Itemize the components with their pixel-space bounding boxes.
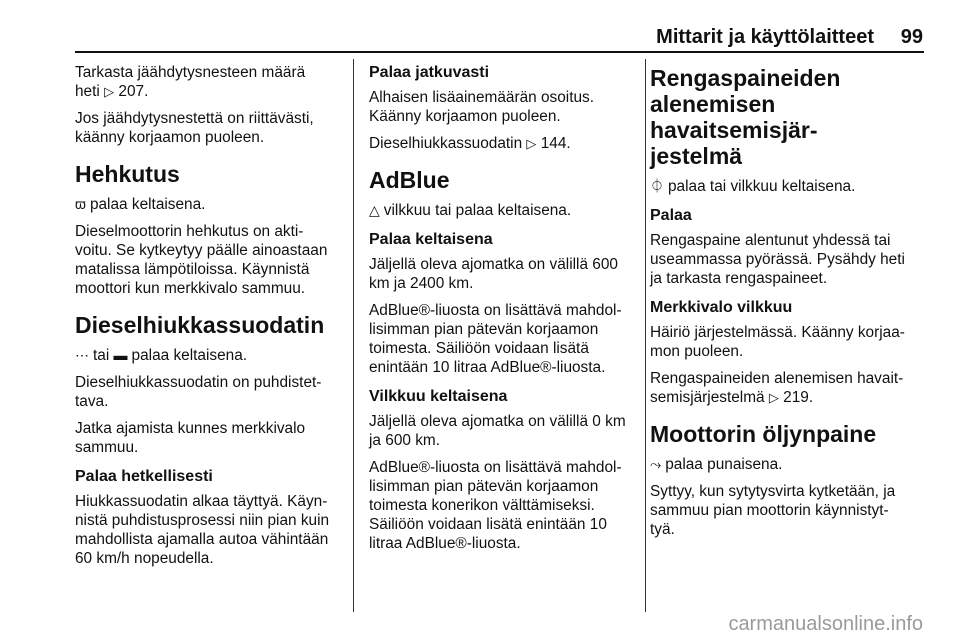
heading-adblue: AdBlue [369, 167, 450, 193]
heading-glow: Hehkutus [75, 161, 180, 187]
particle-filter-alt-icon: ▬ [113, 347, 128, 363]
page-ref-icon: ▷ [104, 84, 115, 99]
column-divider-2 [645, 59, 646, 612]
heading-blink-yellow: Vilkkuu keltaisena [369, 388, 508, 405]
glow-status: ϖ palaa keltaisena. [75, 196, 206, 213]
glow-text: Dieselmoottorin hehkutus on akti- voitu. Se kytkeytyy päälle ainoastaan matalissa lämpötiloissa. Käynnistä moottori kun merkkivalo sammuu. [75, 223, 328, 297]
temporary-text: Hiukkassuodatin alkaa täyttyä. Käyn- nistä puhdistusprosessi niin pian kuin mahdollista ajamalla autoa vähintään 60 km/h nopeudella. [75, 493, 330, 567]
oil-text: Syttyy, kun sytytysvirta kytketään, ja sammuu pian moottorin käynnistyt- tyä. [650, 483, 896, 538]
adblue-status: △ vilkkuu tai palaa keltaisena. [369, 202, 572, 219]
warning-blink-text: Häiriö järjestelmässä. Käänny korjaa- mon puoleen. [650, 324, 905, 360]
particle-filter-icon: ⋯ [75, 347, 89, 363]
oil-pressure-icon: ⤳ [650, 456, 662, 472]
page-ref-icon: ▷ [526, 136, 537, 151]
page-ref-icon: ▷ [768, 390, 779, 405]
heading-on: Palaa [650, 207, 692, 224]
column-1 [75, 63, 347, 576]
column-2 [369, 63, 637, 561]
adblue-icon: △ [369, 202, 380, 218]
oil-status: ⤳ palaa punaisena. [650, 456, 783, 473]
on-text: Rengaspaine alentunut yhdessä tai useammassa pyörässä. Pysähdy heti ja tarkasta rengaspaineet. [650, 232, 905, 287]
coolant-text-2: Jos jäähdytysnestettä on riittävästi, käänny korjaamon puoleen. [75, 110, 314, 146]
coolant-text: Tarkasta jäähdytysnesteen määrä heti ▷ 207. [75, 64, 306, 100]
yellow-text: Jäljellä oleva ajomatka on välillä 600 km ja 2400 km. [369, 256, 618, 292]
blink-text: Jäljellä oleva ajomatka on välillä 0 km ja 600 km. [369, 413, 626, 449]
heading-tire-pressure: Rengaspaineiden alenemisen havaitsemisjär- jestelmä [650, 65, 841, 169]
watermark: carmanualsonline.info [728, 613, 923, 635]
header-rule [75, 51, 924, 53]
heading-yellow: Palaa keltaisena [369, 231, 493, 248]
filter-status: ⋯ tai ▬ palaa keltaisena. [75, 347, 248, 364]
heading-continuous: Palaa jatkuvasti [369, 64, 490, 81]
glow-plug-icon: ϖ [75, 196, 86, 212]
heading-temporary: Palaa hetkellisesti [75, 468, 213, 485]
heading-filter: Dieselhiukkassuodatin [75, 312, 325, 338]
page-header-title: Mittarit ja käyttölaitteet [656, 26, 874, 48]
tire-status: ⏀ palaa tai vilkkuu keltaisena. [650, 178, 856, 195]
filter-text: Dieselhiukkassuodatin on puhdistet- tava. [75, 374, 322, 410]
column-3 [650, 63, 930, 547]
continuous-ref: Dieselhiukkassuodatin ▷ 144. [369, 135, 571, 152]
page-number: 99 [900, 26, 923, 48]
column-divider-1 [353, 59, 354, 612]
heading-warning-blink: Merkkivalo vilkkuu [650, 299, 793, 316]
filter-text-2: Jatka ajamista kunnes merkkivalo sammuu. [75, 420, 306, 456]
tire-pressure-icon: ⏀ [650, 178, 664, 194]
heading-oil-pressure: Moottorin öljynpaine [650, 421, 877, 447]
yellow-text-2: AdBlue®-liuosta on lisättävä mahdol- lisimman pian pätevän korjaamon toimesta. Säiliöön voidaan lisätä enintään 10 litraa AdBlue®-liuosta. [369, 302, 622, 376]
warning-blink-ref: Rengaspaineiden alenemisen havait- semisjärjestelmä ▷ 219. [650, 370, 904, 406]
blink-text-2: AdBlue®-liuosta on lisättävä mahdol- lisimman pian pätevän korjaamon toimesta konerikon välttämiseksi. Säiliöön voidaan lisätä enintään 10 litraa AdBlue®-liuosta. [369, 459, 622, 552]
continuous-text: Alhaisen lisäainemäärän osoitus. Käänny korjaamon puoleen. [369, 89, 595, 125]
